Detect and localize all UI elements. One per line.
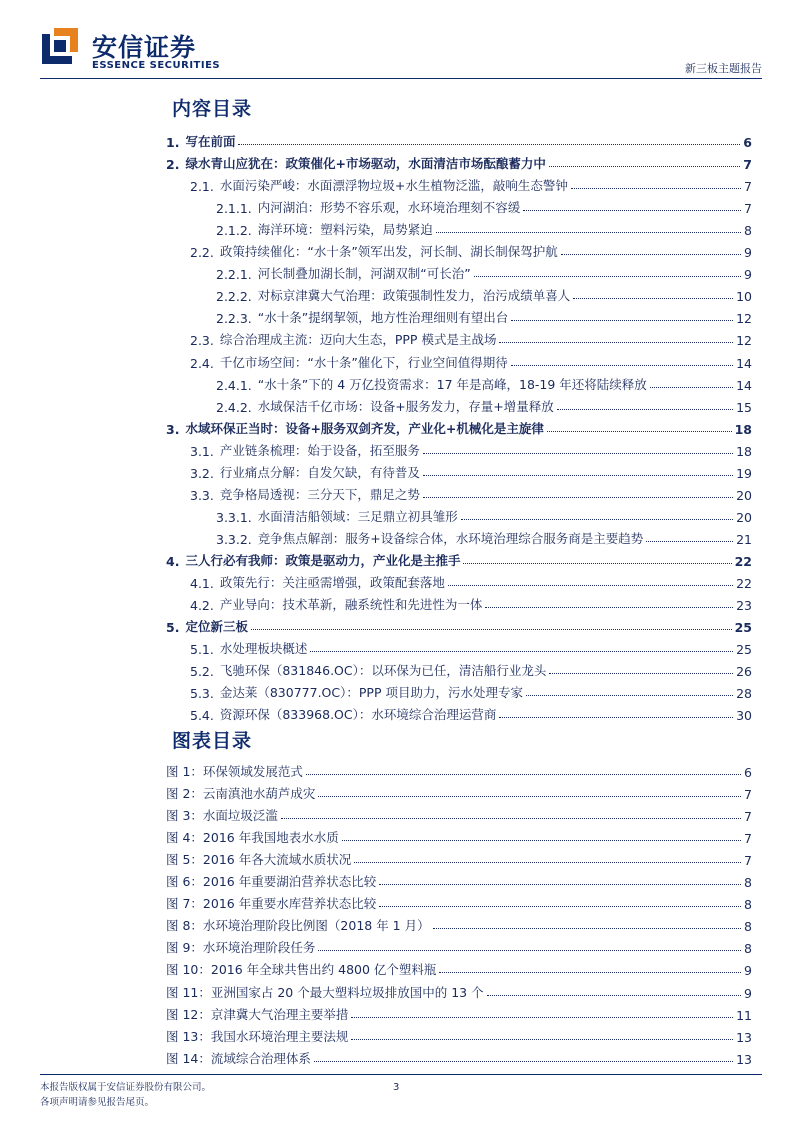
figure-entry-text: 图 7：2016 年重要水库营养状态比较 xyxy=(166,896,377,912)
toc-entry-text: 定位新三板 xyxy=(185,619,248,635)
toc-entry-text: 河长制叠加湖长制，河湖双制“可长治” xyxy=(257,266,471,282)
toc-entry-text: 飞驰环保（831846.OC）：以环保为已任，清洁船行业龙头 xyxy=(219,663,547,679)
figure-leader-dots xyxy=(351,1017,733,1018)
toc-entry-page: 19 xyxy=(736,465,752,481)
toc-entry-text: 产业导向：技术革新，融系统性和先进性为一体 xyxy=(219,597,483,613)
toc-entry[interactable] xyxy=(166,503,752,525)
toc-entry[interactable] xyxy=(166,150,752,172)
toc-entry-text: 竞争格局透视：三分天下，鼎足之势 xyxy=(219,486,420,502)
toc-entry-page: 28 xyxy=(736,686,752,702)
toc-entry[interactable] xyxy=(166,326,752,348)
toc-leader-dots xyxy=(549,166,740,167)
toc-entry-text: 政策先行：关注亟需增强，政策配套落地 xyxy=(219,574,445,590)
brand-name-en: ESSENCE SECURITIES xyxy=(92,60,221,71)
toc-entry-number: 2.1. xyxy=(190,179,214,195)
toc-entry[interactable] xyxy=(166,657,752,679)
toc-entry-page: 18 xyxy=(734,421,752,437)
toc-entry-number: 3.3.1. xyxy=(216,509,252,525)
figure-entry-page: 8 xyxy=(744,897,752,913)
toc-entry[interactable] xyxy=(166,282,752,304)
header-divider xyxy=(40,78,762,79)
toc-entry-page: 7 xyxy=(744,179,752,195)
figure-leader-dots xyxy=(314,1061,733,1062)
figure-entry-text: 图 11：亚洲国家占 20 个最大塑料垃圾排放国中的 13 个 xyxy=(166,984,484,1000)
toc-leader-dots xyxy=(485,607,733,608)
page-number: 3 xyxy=(393,1082,400,1093)
figure-entry-text: 图 6：2016 年重要湖泊营养状态比较 xyxy=(166,874,377,890)
toc-entry-number: 2. xyxy=(166,157,180,173)
toc-entry-page: 7 xyxy=(743,157,752,173)
toc-entry[interactable] xyxy=(166,172,752,194)
figure-leader-dots xyxy=(281,818,741,819)
toc-entry[interactable] xyxy=(166,128,752,150)
toc-entry-number: 2.3. xyxy=(190,333,214,349)
toc-entry-number: 4. xyxy=(166,553,180,569)
toc-entry-page: 30 xyxy=(736,708,752,724)
toc-entry-text: 产业链条梳理：始于设备，拓至服务 xyxy=(219,442,420,458)
toc-entry-page: 9 xyxy=(744,267,752,283)
toc-entry-text: 水处理板块概述 xyxy=(219,641,308,657)
figure-leader-dots xyxy=(433,928,741,929)
toc-leader-dots xyxy=(646,541,733,542)
toc-entry[interactable] xyxy=(166,613,752,635)
toc-leader-dots xyxy=(499,342,733,343)
figure-leader-dots xyxy=(306,774,741,775)
toc-entry-number: 2.2.3. xyxy=(216,311,252,327)
figure-entry-page: 13 xyxy=(736,1051,752,1067)
toc-entry-number: 2.1.1. xyxy=(216,201,252,217)
toc-entry-page: 10 xyxy=(736,289,752,305)
toc-entry[interactable] xyxy=(166,591,752,613)
toc-entry-number: 3.3. xyxy=(190,487,214,503)
figure-entry[interactable] xyxy=(166,934,752,956)
footer-disclaimer: 各项声明请参见报告尾页。 xyxy=(40,1097,155,1108)
figure-leader-dots xyxy=(379,906,741,907)
figure-entry[interactable] xyxy=(166,824,752,846)
toc-entry-number: 2.4. xyxy=(190,355,214,371)
toc-entry-page: 15 xyxy=(736,399,752,415)
figure-entry-page: 7 xyxy=(744,809,752,825)
toc-entry-page: 22 xyxy=(734,553,752,569)
toc-entry-number: 3.1. xyxy=(190,443,214,459)
figure-entry-page: 7 xyxy=(744,853,752,869)
toc-leader-dots xyxy=(511,365,733,366)
toc-leader-dots xyxy=(310,651,733,652)
toc-entry-page: 26 xyxy=(736,664,752,680)
toc-entry-number: 3.3.2. xyxy=(216,531,252,547)
figure-entry[interactable] xyxy=(166,1045,752,1067)
toc-entry[interactable] xyxy=(166,437,752,459)
toc-leader-dots xyxy=(436,232,741,233)
toc-leader-dots xyxy=(511,320,733,321)
toc-entry-number: 2.1.2. xyxy=(216,223,252,239)
figure-entry[interactable] xyxy=(166,978,752,1000)
figure-entry[interactable] xyxy=(166,758,752,780)
figure-leader-dots xyxy=(351,1039,733,1040)
toc-entry-page: 22 xyxy=(736,575,752,591)
figure-leader-dots xyxy=(318,950,741,951)
toc-entry[interactable] xyxy=(166,569,752,591)
figure-entry-text: 图 10：2016 年全球共售出约 4800 亿个塑料瓶 xyxy=(166,962,437,978)
toc-entry-number: 2.2.2. xyxy=(216,289,252,305)
toc-entry-page: 20 xyxy=(736,487,752,503)
toc-entry[interactable] xyxy=(166,481,752,503)
toc-leader-dots xyxy=(448,585,733,586)
toc-entry-page: 14 xyxy=(736,377,752,393)
toc-entry-number: 2.4.1. xyxy=(216,377,252,393)
toc-entry[interactable] xyxy=(166,238,752,260)
toc-entry-number: 4.2. xyxy=(190,598,214,614)
toc-entry-number: 5.1. xyxy=(190,642,214,658)
toc-entry[interactable] xyxy=(166,547,752,569)
toc-entry-text: 水域保洁千亿市场：设备+服务发力，存量+增量释放 xyxy=(257,398,554,414)
figure-leader-dots xyxy=(354,862,741,863)
toc-entry-number: 3. xyxy=(166,421,180,437)
toc-entry-page: 12 xyxy=(736,333,752,349)
toc-entry-number: 5.4. xyxy=(190,708,214,724)
toc-leader-dots xyxy=(251,629,732,630)
figure-entry[interactable] xyxy=(166,956,752,978)
toc-entry[interactable] xyxy=(166,371,752,393)
toc-leader-dots xyxy=(463,563,731,564)
toc-leader-dots xyxy=(561,254,741,255)
toc-title: 内容目录 xyxy=(172,98,253,120)
toc-entry-page: 21 xyxy=(736,531,752,547)
toc-entry-number: 3.2. xyxy=(190,465,214,481)
toc-entry-text: 海洋环境：塑料污染，局势紧迫 xyxy=(257,222,433,238)
toc-entry[interactable] xyxy=(166,525,752,547)
figure-entry[interactable] xyxy=(166,1001,752,1023)
figure-entry-page: 9 xyxy=(744,985,752,1001)
toc-entry-page: 25 xyxy=(734,620,752,636)
figure-entry-text: 图 1：环保领域发展范式 xyxy=(166,764,303,780)
toc-leader-dots xyxy=(499,717,733,718)
toc-leader-dots xyxy=(423,453,733,454)
toc-entry[interactable] xyxy=(166,194,752,216)
toc-entry[interactable] xyxy=(166,459,752,481)
figure-entry-text: 图 13：我国水环境治理主要法规 xyxy=(166,1028,349,1044)
figures-list xyxy=(166,758,752,1067)
figure-entry-page: 6 xyxy=(744,765,752,781)
toc-entry-page: 9 xyxy=(744,245,752,261)
toc-entry-page: 25 xyxy=(736,642,752,658)
figure-entry-text: 图 14：流域综合治理体系 xyxy=(166,1050,311,1066)
toc-entry-text: 绿水青山应犹在：政策催化+市场驱动，水面清洁市场酝酿蓄力中 xyxy=(185,156,546,172)
figures-title: 图表目录 xyxy=(172,730,253,752)
toc-entry-number: 5. xyxy=(166,620,180,636)
page-header xyxy=(40,26,762,76)
toc-entry-text: 水域环保正当时：设备+服务双剑齐发，产业化+机械化是主旋律 xyxy=(185,420,544,436)
toc-entry-page: 14 xyxy=(736,355,752,371)
figure-entry[interactable] xyxy=(166,890,752,912)
figure-leader-dots xyxy=(379,884,741,885)
toc-list xyxy=(166,128,752,723)
toc-entry-number: 4.1. xyxy=(190,575,214,591)
toc-leader-dots xyxy=(557,409,733,410)
toc-entry-text: 金达莱（830777.OC）：PPP 项目助力，污水处理专家 xyxy=(219,685,523,701)
footer-copyright: 本报告版权属于安信证券股份有限公司。 xyxy=(40,1082,212,1093)
toc-entry[interactable] xyxy=(166,393,752,415)
toc-leader-dots xyxy=(650,387,733,388)
figure-entry-text: 图 2：云南滇池水葫芦成灾 xyxy=(166,786,316,802)
figure-entry-text: 图 5：2016 年各大流域水质状况 xyxy=(166,852,352,868)
toc-entry[interactable] xyxy=(166,348,752,370)
figure-entry[interactable] xyxy=(166,802,752,824)
toc-entry-text: 竞争焦点解剖：服务+设备综合体，水环境治理综合服务商是主要趋势 xyxy=(257,530,644,546)
toc-leader-dots xyxy=(423,497,733,498)
toc-entry[interactable] xyxy=(166,701,752,723)
toc-leader-dots xyxy=(549,673,733,674)
toc-leader-dots xyxy=(474,276,741,277)
toc-entry[interactable] xyxy=(166,216,752,238)
toc-entry-page: 20 xyxy=(736,509,752,525)
figure-leader-dots xyxy=(318,796,741,797)
toc-entry-number: 1. xyxy=(166,135,180,151)
toc-leader-dots xyxy=(547,431,732,432)
figure-entry-page: 7 xyxy=(744,787,752,803)
figure-entry[interactable] xyxy=(166,846,752,868)
figure-entry[interactable] xyxy=(166,912,752,934)
toc-entry-text: 资源环保（833968.OC）：水环境综合治理运营商 xyxy=(219,707,497,723)
toc-entry-text: “水十条”提纲挈领，地方性治理细则有望出台 xyxy=(257,310,509,326)
figure-entry[interactable] xyxy=(166,868,752,890)
report-type: 新三板主题报告 xyxy=(685,62,762,75)
figure-entry-text: 图 8：水环境治理阶段比例图（2018 年 1 月） xyxy=(166,918,430,934)
toc-leader-dots xyxy=(573,298,733,299)
figure-leader-dots xyxy=(487,995,741,996)
toc-entry[interactable] xyxy=(166,415,752,437)
toc-entry-text: 水面污染严峻：水面漂浮物垃圾+水生植物泛滥，敲响生态警钟 xyxy=(219,178,568,194)
toc-entry-text: “水十条”下的 4 万亿投资需求：17 年是高峰，18-19 年还将陆续释放 xyxy=(257,376,647,392)
figure-entry-page: 11 xyxy=(736,1007,752,1023)
figure-leader-dots xyxy=(439,972,741,973)
toc-entry-text: 内河湖泊：形势不容乐观，水环境治理刻不容缓 xyxy=(257,200,521,216)
figure-entry-text: 图 12：京津冀大气治理主要举措 xyxy=(166,1006,349,1022)
figure-entry-text: 图 3：水面垃圾泛滥 xyxy=(166,808,278,824)
figure-leader-dots xyxy=(342,840,741,841)
toc-entry-page: 23 xyxy=(736,598,752,614)
toc-entry-page: 6 xyxy=(743,135,752,151)
toc-leader-dots xyxy=(238,144,740,145)
toc-entry-number: 5.2. xyxy=(190,664,214,680)
figure-entry-text: 图 9：水环境治理阶段任务 xyxy=(166,940,316,956)
essence-logo-icon xyxy=(40,26,80,66)
toc-entry-text: 对标京津冀大气治理：政策强制性发力，治污成绩单喜人 xyxy=(257,288,571,304)
figure-entry-page: 9 xyxy=(744,963,752,979)
figure-entry-page: 13 xyxy=(736,1029,752,1045)
toc-entry-number: 2.2.1. xyxy=(216,267,252,283)
toc-entry-page: 12 xyxy=(736,311,752,327)
toc-entry[interactable] xyxy=(166,260,752,282)
figure-entry-page: 7 xyxy=(744,831,752,847)
toc-entry-number: 5.3. xyxy=(190,686,214,702)
toc-entry-page: 7 xyxy=(744,201,752,217)
footer-notice xyxy=(40,1080,211,1110)
figure-entry[interactable] xyxy=(166,780,752,802)
toc-entry-page: 8 xyxy=(744,223,752,239)
figure-entry-text: 图 4：2016 年我国地表水水质 xyxy=(166,830,339,846)
footer-divider xyxy=(40,1074,762,1075)
toc-entry-text: 综合治理成主流：迈向大生态，PPP 模式是主战场 xyxy=(219,332,497,348)
toc-entry[interactable] xyxy=(166,635,752,657)
figure-entry[interactable] xyxy=(166,1023,752,1045)
toc-entry[interactable] xyxy=(166,679,752,701)
toc-entry-number: 2.2. xyxy=(190,245,214,261)
toc-entry-page: 18 xyxy=(736,443,752,459)
toc-leader-dots xyxy=(523,210,741,211)
toc-leader-dots xyxy=(571,188,741,189)
toc-leader-dots xyxy=(526,695,733,696)
toc-entry-text: 写在前面 xyxy=(185,134,236,150)
toc-entry-number: 2.4.2. xyxy=(216,399,252,415)
figure-entry-page: 8 xyxy=(744,875,752,891)
toc-entry-text: 行业痛点分解：自发欠缺，有待普及 xyxy=(219,464,420,480)
toc-entry-text: 水面清洁船领域：三足鼎立初具雏形 xyxy=(257,508,458,524)
figure-entry-page: 8 xyxy=(744,941,752,957)
toc-entry-text: 千亿市场空间：“水十条”催化下，行业空间值得期待 xyxy=(219,354,508,370)
toc-entry[interactable] xyxy=(166,304,752,326)
toc-leader-dots xyxy=(461,519,733,520)
toc-leader-dots xyxy=(423,475,733,476)
figure-entry-page: 8 xyxy=(744,919,752,935)
brand-name-cn: 安信证券 xyxy=(92,33,197,62)
toc-entry-text: 政策持续催化：“水十条”领军出发，河长制、湖长制保驾护航 xyxy=(219,244,558,260)
toc-entry-text: 三人行必有我师：政策是驱动力，产业化是主推手 xyxy=(185,552,461,568)
